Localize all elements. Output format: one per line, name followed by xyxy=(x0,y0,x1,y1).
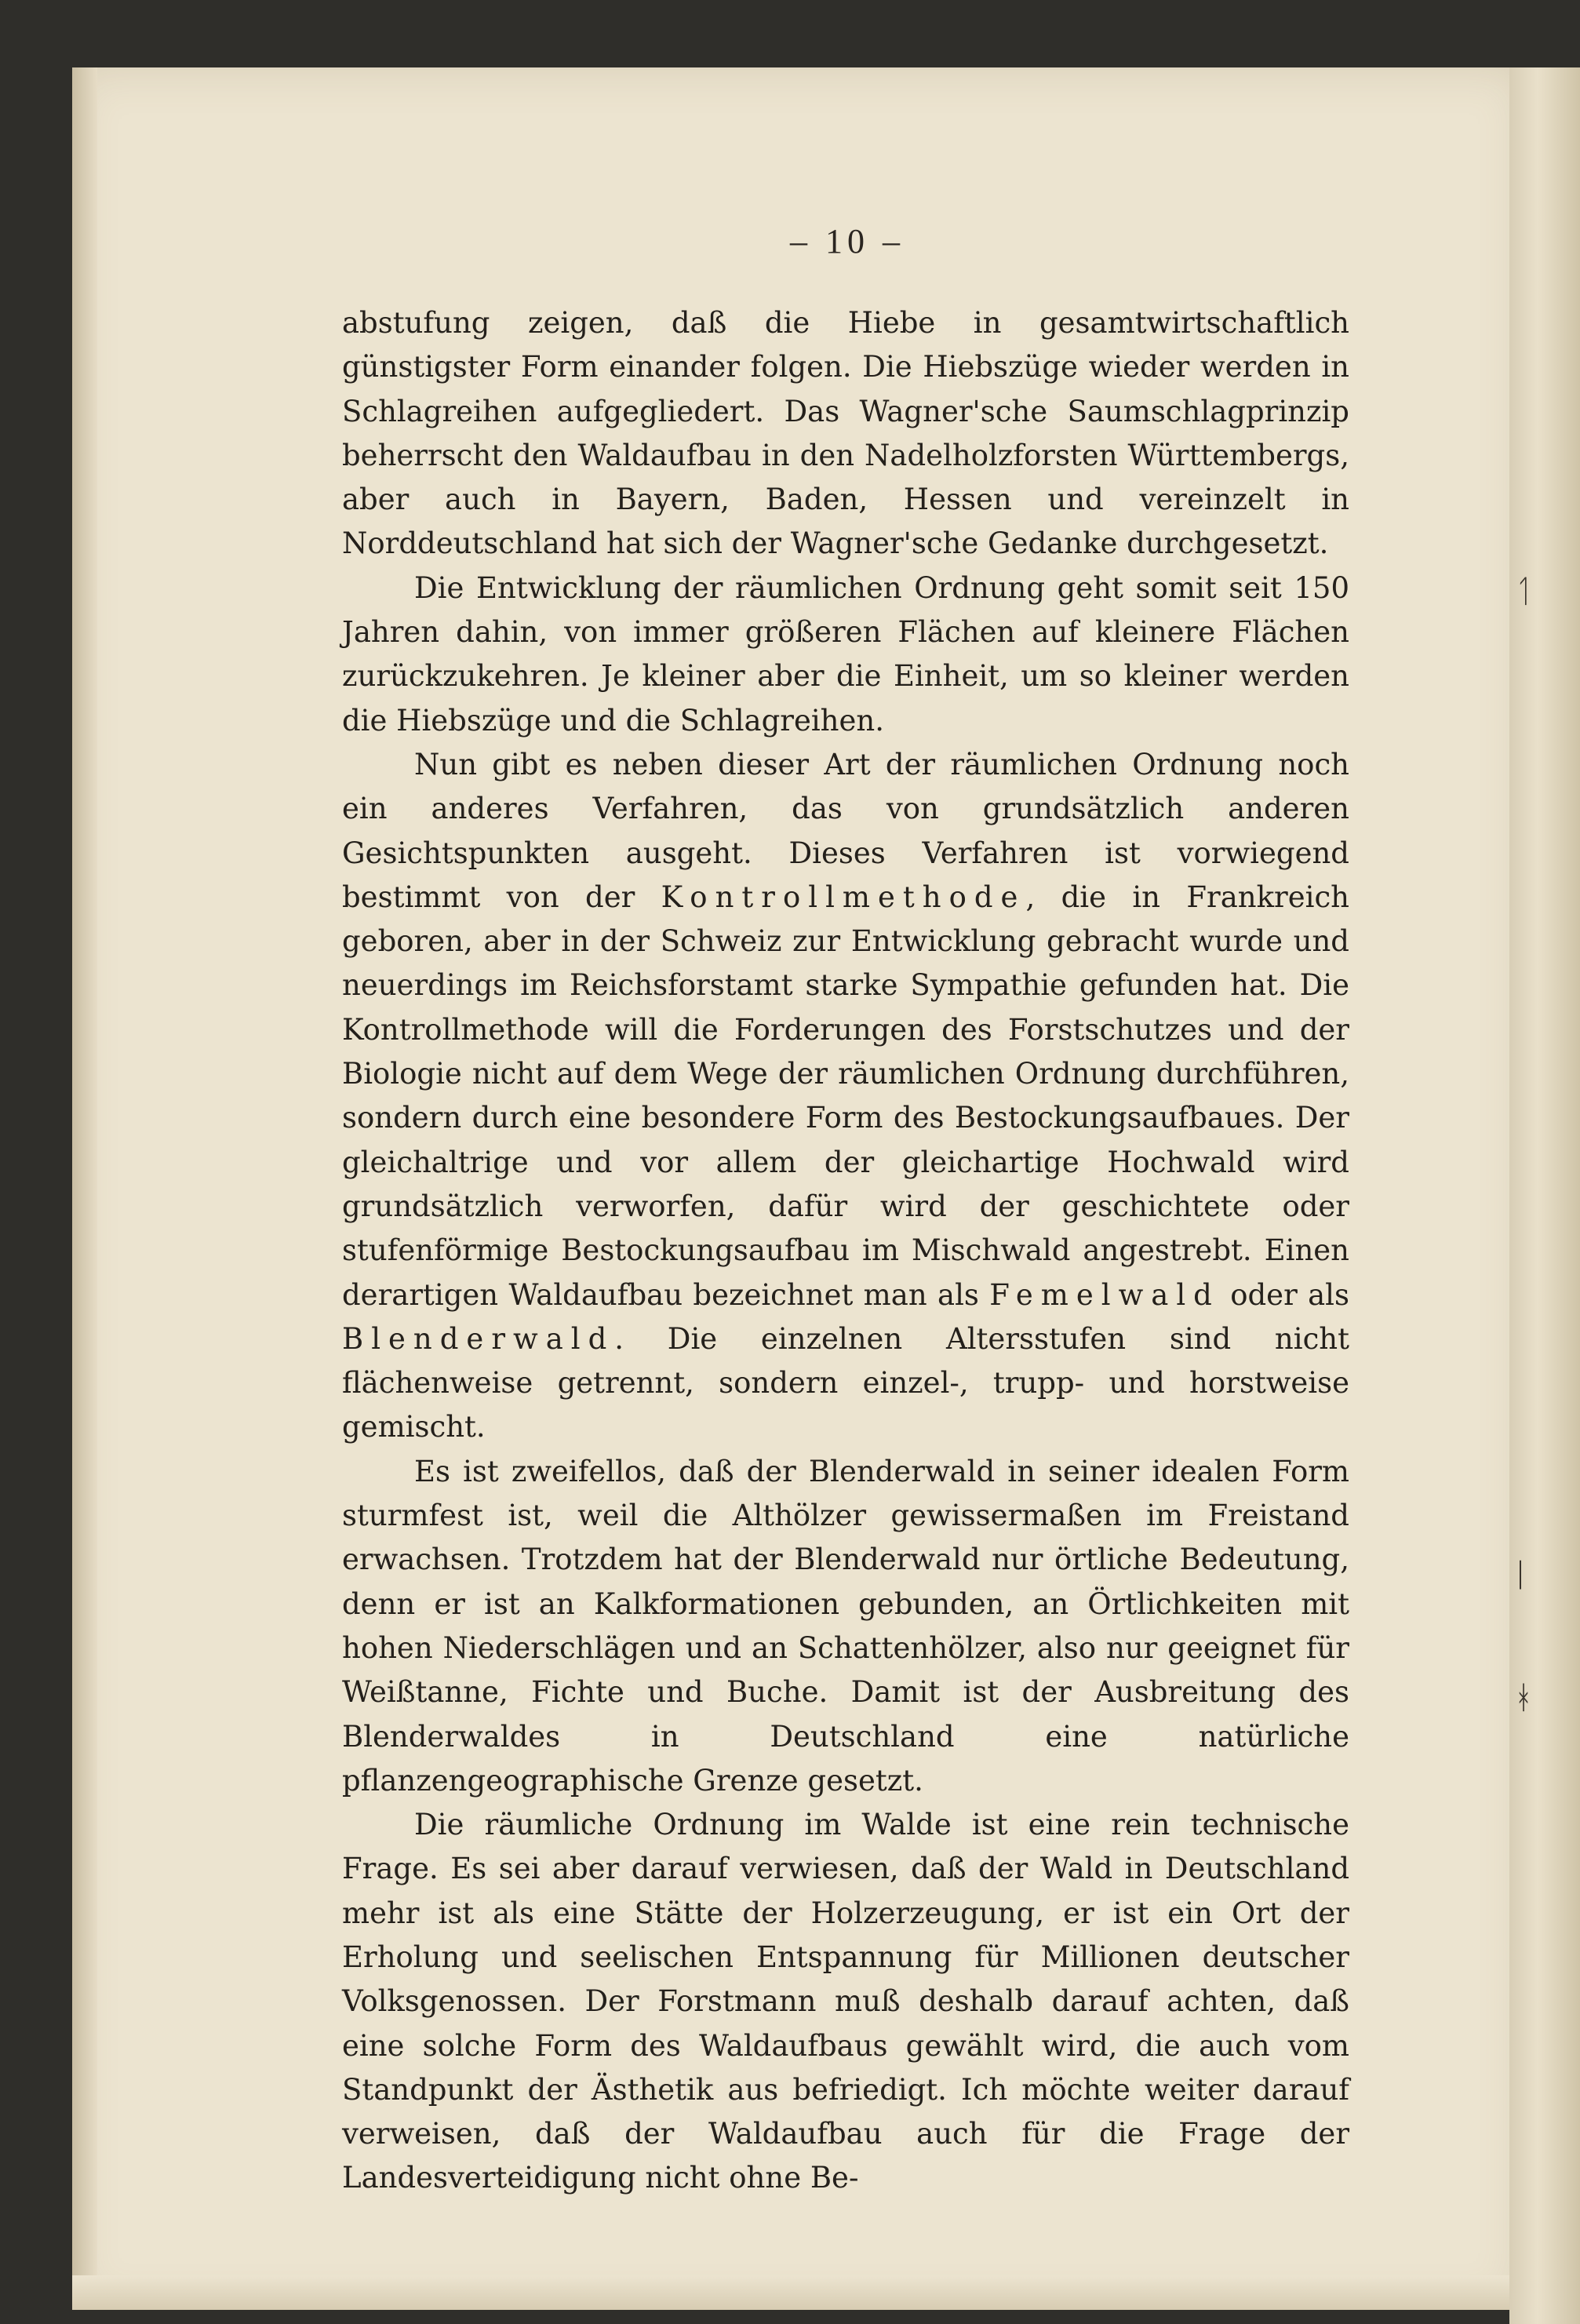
text-run: . Die einzelnen Altersstufen sind nicht flächenweise getrennt, sondern einzel-, trupp- und horstweise gemischt. xyxy=(342,1321,1349,1444)
paragraph xyxy=(342,566,1349,743)
text-run: , die in Frankreich geboren, aber in der Schweiz zur Entwicklung gebracht wurde und neuerdings im Reichsforstamt starke Sympathie gefunden hat. Die Kontrollmethode will die Forderungen des Forstschutzes und der Biologie nicht auf dem Wege der räumlichen Ordnung durchführen, sondern durch eine besondere Form des Bestockungsaufbaues. Der gleichaltrige und vor allem der gleichartige Hochwald wird grundsätzlich verworfen, dafür wird der geschichtete oder stufenförmige Bestockungsaufbau im Mischwald angestrebt. Einen derartigen Waldaufbau bezeichnet man als xyxy=(342,880,1349,1312)
emphasized-term: Femelwald xyxy=(989,1277,1220,1312)
emphasized-term: Kontrollmethode xyxy=(661,880,1026,914)
text-run: Die räumliche Ordnung im Walde ist eine rein technische Frage. Es sei aber darauf verwiesen, daß der Wald in Deutschland mehr ist als eine Stätte der Holzerzeugung, er ist ein Ort der Erholung und seelischen Entspannung für Millionen deutscher Volksgenossen. Der Forstmann muß deshalb darauf achten, daß eine solche Form des Waldaufbaus gewählt wird, die auch vom Standpunkt der Ästhetik aus befriedigt. Ich möchte weiter darauf verweisen, daß der Waldaufbau auch für die Frage der Landesverteidigung nicht ohne Be- xyxy=(342,1808,1349,2195)
paragraph xyxy=(342,1450,1349,1803)
text-run: Es ist zweifellos, daß der Blenderwald in seiner idealen Form sturmfest ist, weil die Althölzer gewissermaßen im Freistand erwachsen. Trotzdem hat der Blenderwald nur örtliche Bedeutung, denn er ist an Kalkformationen gebunden, an Örtlichkeiten mit hohen Niederschlägen und an Schattenhölzer, also nur geeignet für Weißtanne, Fichte und Buche. Damit ist der Ausbreitung des Blenderwaldes in Deutschland eine natürliche pflanzengeographische Grenze gesetzt. xyxy=(342,1454,1349,1798)
page-number: – 10 – xyxy=(790,222,905,260)
page-fore-edge xyxy=(1509,67,1580,2324)
text-run: Nun gibt es neben dieser Art der räumlichen Ordnung noch ein anderes Verfahren, das von grundsätzlich anderen Gesichtspunkten ausgeht. Dieses Verfahren ist vorwiegend bestimmt von der xyxy=(342,747,1349,914)
text-run: oder als xyxy=(1219,1277,1349,1312)
page-gutter xyxy=(72,67,97,2310)
page-bottom-edge xyxy=(72,2275,1509,2310)
text-run: abstufung zeigen, daß die Hiebe in gesamtwirtschaftlich günstigster Form einander folgen. Die Hiebszüge wieder werden in Schlagreihen aufgegliedert. Das Wagner'sche Saumschlagprinzip beherrscht den Waldaufbau in den Nadelholzforsten Württembergs, aber auch in Bayern, Baden, Hessen und vereinzelt in Norddeutschland hat sich der Wagner'sche Gedanke durchgesetzt. xyxy=(342,306,1349,561)
text-run: Die Entwicklung der räumlichen Ordnung geht somit seit 150 Jahren dahin, von immer größeren Flächen auf kleinere Flächen zurückzukehren. Je kleiner aber die Einheit, um so kleiner werden die Hiebszüge und die Schlagreihen. xyxy=(342,570,1349,738)
margin-mark: | xyxy=(1517,1554,1524,1590)
body-text xyxy=(342,301,1349,2201)
paragraph xyxy=(342,1803,1349,2201)
margin-mark: ᛐ xyxy=(1514,574,1533,609)
emphasized-term: Blenderwald xyxy=(342,1321,615,1356)
paragraph xyxy=(342,301,1349,566)
paragraph xyxy=(342,743,1349,1450)
margin-mark: ᚼ xyxy=(1514,1680,1533,1715)
